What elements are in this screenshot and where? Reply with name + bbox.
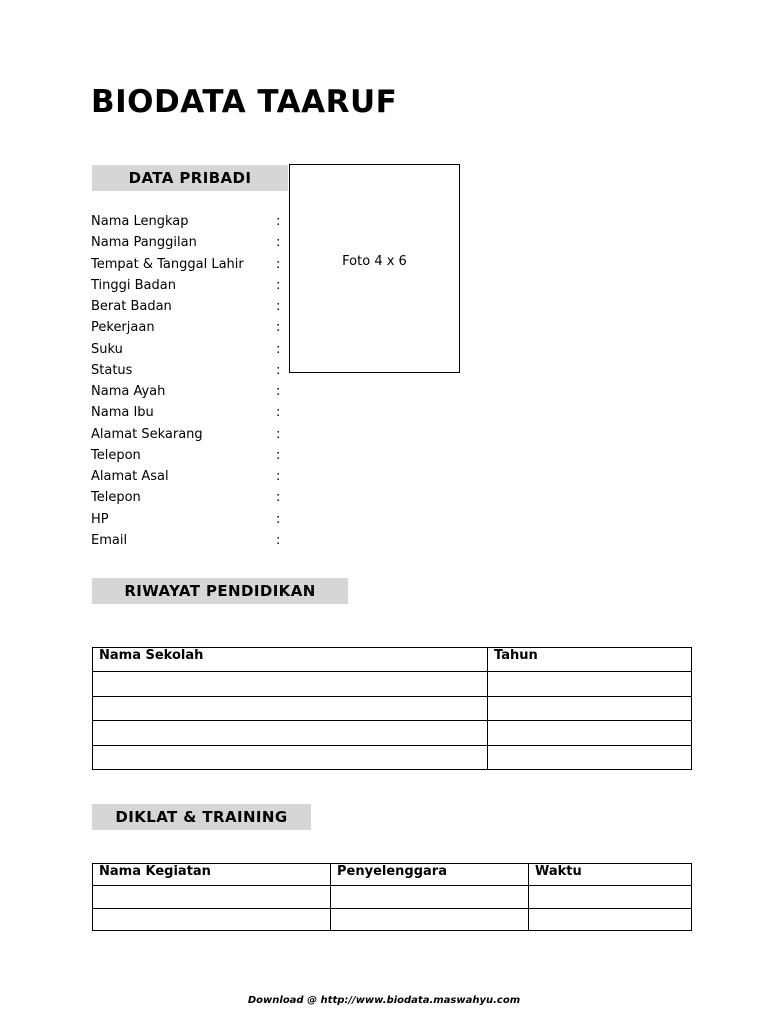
field-separator: : [276,299,281,314]
field-row-status [91,360,291,381]
personal-data-fields [91,211,291,551]
table-cell[interactable] [488,672,692,696]
field-row-hp [91,509,291,530]
field-row-alamat-sekarang [91,424,291,445]
download-footer: Download @ http://www.biodata.maswahyu.com [247,995,521,1006]
field-separator: : [276,362,281,378]
field-label: Alamat Sekarang [91,426,203,442]
table-row [93,721,692,745]
table-cell[interactable] [93,721,488,745]
field-separator: : [276,214,281,229]
field-separator: : [276,426,281,442]
table-cell[interactable] [488,721,692,745]
field-label: Berat Badan [91,299,172,314]
field-label: Tempat & Tanggal Lahir [91,256,244,272]
table-cell[interactable] [93,908,331,930]
table-row [93,672,692,696]
table-cell[interactable] [93,696,488,720]
document-title: BIODATA TAARUF [91,84,398,120]
column-header-tahun: Tahun [488,648,692,672]
field-label: Nama Lengkap [91,214,189,229]
field-row-telepon-asal [91,487,291,508]
field-separator: : [276,511,281,527]
table-header-row [93,864,692,886]
table-cell[interactable] [529,886,692,908]
field-row-nama-lengkap [91,211,291,232]
table-cell[interactable] [488,696,692,720]
education-table [92,647,692,770]
field-row-tinggi-badan [91,275,291,296]
field-row-nama-panggilan [91,232,291,253]
section-header-diklat-training: DIKLAT & TRAINING [92,804,311,830]
field-label: Suku [91,341,123,357]
field-label: Tinggi Badan [91,277,176,293]
field-row-nama-ibu [91,402,291,423]
field-label: Nama Panggilan [91,235,197,251]
table-cell[interactable] [331,886,529,908]
table-cell[interactable] [529,908,692,930]
column-header-nama-kegiatan: Nama Kegiatan [93,864,331,886]
table-cell[interactable] [93,745,488,769]
table-cell[interactable] [93,886,331,908]
field-separator: : [276,320,281,336]
table-header-row [93,648,692,672]
field-label: HP [91,511,109,527]
photo-placeholder [289,164,460,373]
field-row-nama-ayah [91,381,291,402]
field-row-tempat-tanggal-lahir [91,254,291,275]
field-label: Telepon [91,447,141,463]
photo-label: Foto 4 x 6 [342,254,407,269]
field-separator: : [276,341,281,357]
field-row-suku [91,339,291,360]
field-label: Status [91,362,133,378]
training-table [92,863,692,931]
field-row-email [91,530,291,551]
table-cell[interactable] [93,672,488,696]
field-label: Telepon [91,490,141,506]
field-separator: : [276,256,281,272]
table-row [93,696,692,720]
field-label: Nama Ayah [91,384,166,399]
column-header-penyelenggara: Penyelenggara [331,864,529,886]
field-row-berat-badan [91,296,291,317]
field-separator: : [276,277,281,293]
table-row [93,908,692,930]
table-row [93,745,692,769]
field-label: Nama Ibu [91,405,154,421]
field-separator: : [276,469,281,484]
field-row-pekerjaan [91,317,291,338]
field-separator: : [276,235,281,251]
table-row [93,886,692,908]
field-row-telepon [91,445,291,466]
field-label: Pekerjaan [91,320,155,336]
field-separator: : [276,532,281,548]
field-separator: : [276,384,281,399]
field-label: Alamat Asal [91,469,169,484]
field-label: Email [91,532,128,548]
table-cell[interactable] [488,745,692,769]
section-header-data-pribadi: DATA PRIBADI [92,165,288,191]
table-cell[interactable] [331,908,529,930]
section-header-riwayat-pendidikan: RIWAYAT PENDIDIKAN [92,578,348,604]
field-row-alamat-asal [91,466,291,487]
column-header-waktu: Waktu [529,864,692,886]
field-separator: : [276,447,281,463]
column-header-nama-sekolah: Nama Sekolah [93,648,488,672]
field-separator: : [276,490,281,506]
field-separator: : [276,405,281,421]
